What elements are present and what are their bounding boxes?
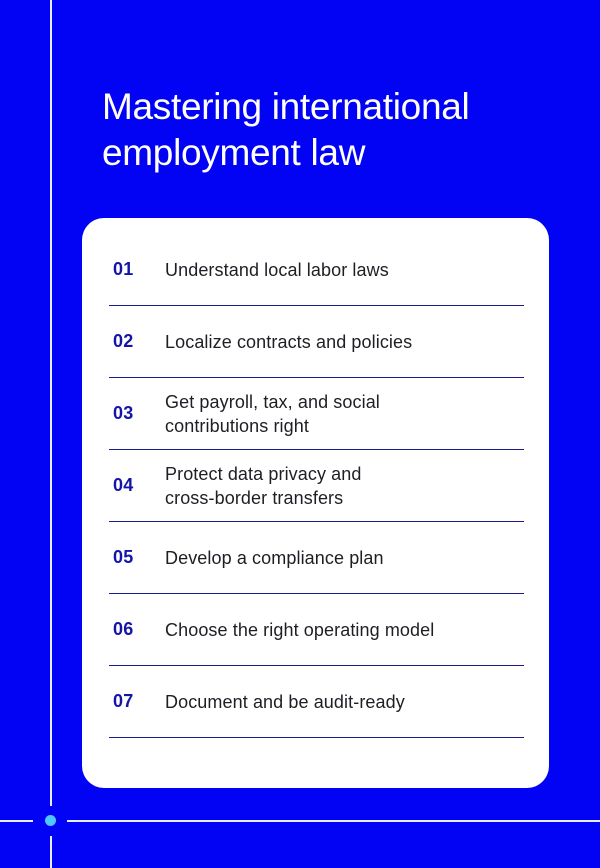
decorative-vertical-line [50, 0, 52, 806]
list-item [109, 522, 524, 594]
item-number: 01 [113, 259, 134, 279]
checklist [109, 234, 524, 738]
crosshair-dot-icon [45, 815, 56, 826]
checklist-card [82, 218, 549, 788]
item-label: Document and be audit-ready [165, 691, 405, 712]
item-number: 02 [113, 331, 134, 351]
list-item [109, 594, 524, 666]
item-label: Choose the right operating model [165, 619, 435, 640]
list-item [109, 234, 524, 306]
item-label: Understand local labor laws [165, 259, 389, 280]
item-label: Protect data privacy and cross-border transfers [165, 463, 362, 508]
item-label: Develop a compliance plan [165, 547, 384, 568]
item-number: 06 [113, 619, 134, 639]
item-number: 03 [113, 403, 134, 423]
item-number: 07 [113, 691, 134, 711]
decorative-horizontal-line-right [67, 820, 600, 822]
item-number: 04 [113, 475, 134, 495]
list-item [109, 306, 524, 378]
list-item [109, 378, 524, 450]
list-item [109, 666, 524, 738]
list-item [109, 450, 524, 522]
item-number: 05 [113, 547, 134, 567]
decorative-horizontal-line-left [0, 820, 33, 822]
item-label: Get payroll, tax, and social contributions right [165, 391, 380, 436]
decorative-vertical-line-bottom [50, 836, 52, 868]
page-title: Mastering international employment law [102, 86, 470, 173]
item-label: Localize contracts and policies [165, 331, 413, 352]
